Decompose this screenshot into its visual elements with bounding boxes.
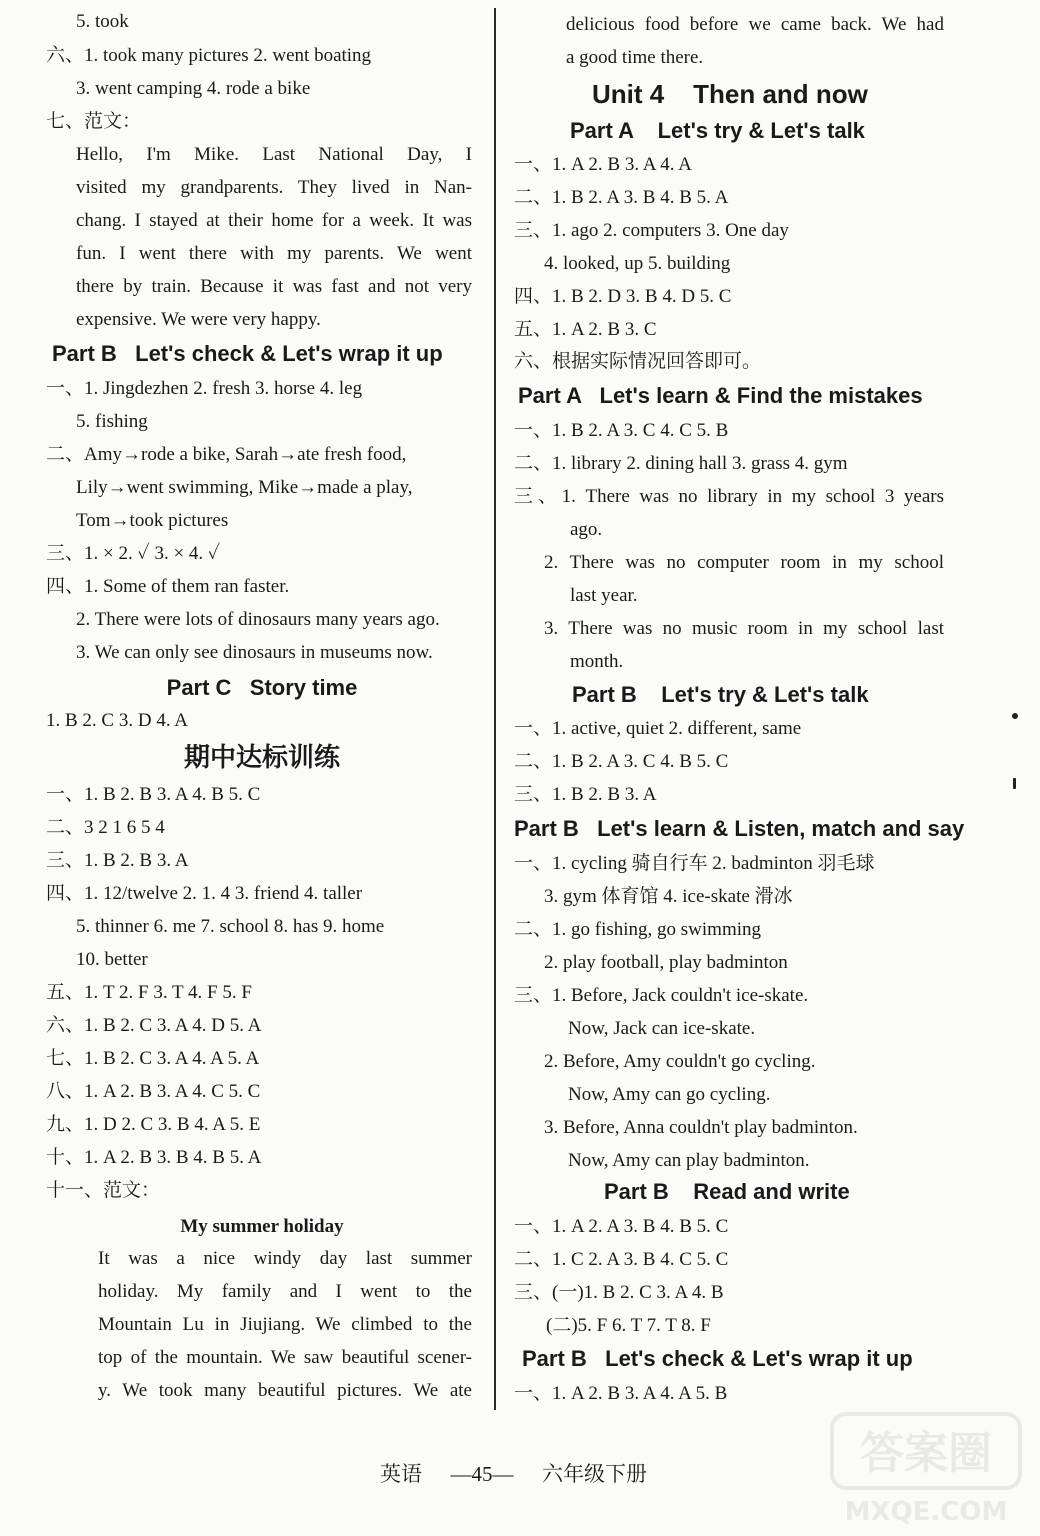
answer-line: 1. B 2. C 3. D 4. A — [46, 710, 188, 731]
answer-line: 一、1. A 2. A 3. B 4. B 5. C — [514, 1216, 729, 1237]
column-divider — [494, 8, 496, 1410]
answer-line: 2. Before, Amy couldn't go cycling. — [544, 1051, 816, 1072]
answer-line: 八、1. A 2. B 3. A 4. C 5. C — [46, 1081, 261, 1102]
essay-line: 三、1. There was no library in my school 3 years — [514, 486, 944, 507]
answer-line: 一、1. B 2. A 3. C 4. C 5. B — [514, 420, 729, 441]
section-heading: Part C Story time — [166, 675, 358, 700]
answer-line: 三、1. Before, Jack couldn't ice-skate. — [514, 985, 809, 1006]
footer-page-number: —45— — [450, 1462, 514, 1486]
answer-line: 三、(一)1. B 2. C 3. A 4. B — [514, 1282, 724, 1303]
answer-line: 4. looked, up 5. building — [544, 253, 731, 274]
answer-line: month. — [570, 651, 624, 672]
section-heading: Part B Let's try & Let's talk — [572, 682, 869, 707]
scan-speck — [1012, 713, 1018, 719]
answer-line: expensive. We were very happy. — [76, 309, 321, 330]
section-heading: Part B Let's check & Let's wrap it up — [52, 341, 443, 366]
answer-line: 七、范文： — [46, 111, 142, 132]
answer-line: 六、1. took many pictures 2. went boating — [46, 45, 372, 66]
section-heading: Part B Let's learn & Listen, match and say — [514, 816, 965, 841]
answer-line: 五、1. T 2. F 3. T 4. F 5. F — [46, 982, 252, 1003]
essay-line: delicious food before we came back. We had — [566, 14, 944, 35]
essay-title: My summer holiday — [180, 1216, 344, 1237]
answer-line: 九、1. D 2. C 3. B 4. A 5. E — [46, 1114, 261, 1135]
answer-line: Tom→took pictures — [76, 510, 229, 531]
essay-line: top of the mountain. We saw beautiful scener- — [98, 1347, 472, 1368]
footer-grade: 六年级下册 — [542, 1462, 647, 1486]
page-footer — [380, 1458, 700, 1488]
answer-line: 二、3 2 1 6 5 4 — [46, 817, 165, 838]
answer-line: 二、1. B 2. A 3. B 4. B 5. A — [514, 187, 729, 208]
answer-line: 七、1. B 2. C 3. A 4. A 5. A — [46, 1048, 260, 1069]
answer-line: 五、1. A 2. B 3. C — [514, 319, 657, 340]
answer-line: 3. went camping 4. rode a bike — [76, 78, 311, 99]
answer-line: last year. — [570, 585, 638, 606]
answer-line: 六、1. B 2. C 3. A 4. D 5. A — [46, 1015, 262, 1036]
essay-line: y. We took many beautiful pictures. We ate — [98, 1380, 472, 1401]
answer-line: 四、1. Some of them ran faster. — [46, 576, 290, 597]
answer-line: Lily→went swimming, Mike→made a play, — [76, 477, 413, 498]
essay-line: chang. I stayed at their home for a week. It was — [76, 210, 472, 231]
answer-line: 5. fishing — [76, 411, 148, 432]
answer-line: 三、1. B 2. B 3. A — [46, 850, 189, 871]
essay-line: 3. There was no music room in my school last — [544, 618, 944, 639]
section-heading: Part B Let's check & Let's wrap it up — [522, 1346, 913, 1371]
answer-line: 六、根据实际情况回答即可。 — [514, 351, 762, 372]
section-heading: Part A Let's learn & Find the mistakes — [518, 383, 923, 408]
answer-line: 二、1. C 2. A 3. B 4. C 5. C — [514, 1249, 729, 1270]
answer-line: Now, Jack can ice-skate. — [568, 1018, 756, 1039]
answer-line: 5. took — [76, 11, 129, 32]
answer-line: 二、1. B 2. A 3. C 4. B 5. C — [514, 751, 729, 772]
watermark-logo — [826, 1408, 1026, 1528]
answer-line: Now, Amy can play badminton. — [568, 1150, 810, 1171]
answer-line: 10. better — [76, 949, 148, 970]
essay-line: It was a nice windy day last summer — [98, 1248, 472, 1269]
answer-line: 5. thinner 6. me 7. school 8. has 9. home — [76, 916, 385, 937]
essay-line: Hello, I'm Mike. Last National Day, I — [76, 144, 472, 165]
answer-line: 2. play football, play badminton — [544, 952, 788, 973]
answer-line: 一、1. cycling 骑自行车 2. badminton 羽毛球 — [514, 853, 875, 874]
answer-line: (二)5. F 6. T 7. T 8. F — [546, 1315, 711, 1336]
answer-line: 三、1. ago 2. computers 3. One day — [514, 220, 789, 241]
answer-line: a good time there. — [566, 47, 704, 68]
essay-line: 2. There was no computer room in my school — [544, 552, 944, 573]
svg-text:MXQE.COM: MXQE.COM — [844, 1497, 1008, 1527]
scan-speck — [1013, 778, 1016, 789]
answer-line: 2. There were lots of dinosaurs many years ago. — [76, 609, 440, 630]
answer-line: 一、1. Jingdezhen 2. fresh 3. horse 4. leg — [46, 378, 363, 399]
unit-heading: Unit 4 Then and now — [592, 79, 868, 109]
essay-line: there by train. Because it was fast and not very — [76, 276, 472, 297]
answer-line: 二、Amy→rode a bike, Sarah→ate fresh food, — [46, 444, 407, 465]
answer-line: ago. — [570, 519, 603, 540]
answer-line: 二、1. go fishing, go swimming — [514, 919, 762, 940]
answer-line: 三、1. × 2. ✓ 3. × 4. ✓ — [46, 543, 221, 564]
answer-line: 十一、范文： — [46, 1180, 161, 1201]
answer-line: 二、1. library 2. dining hall 3. grass 4. gym — [514, 453, 848, 474]
answer-line: 3. gym 体育馆 4. ice-skate 滑冰 — [544, 886, 793, 907]
svg-text:答案圈: 答案圈 — [860, 1428, 992, 1479]
section-heading: Part B Read and write — [604, 1179, 850, 1204]
answer-line: 3. We can only see dinosaurs in museums now. — [76, 642, 433, 663]
answer-line: 十、1. A 2. B 3. B 4. B 5. A — [46, 1147, 262, 1168]
essay-line: fun. I went there with my parents. We went — [76, 243, 472, 264]
section-heading: Part A Let's try & Let's talk — [570, 118, 865, 143]
answer-line: 一、1. active, quiet 2. different, same — [514, 718, 802, 739]
essay-line: visited my grandparents. They lived in Nan- — [76, 177, 472, 198]
answer-line: 3. Before, Anna couldn't play badminton. — [544, 1117, 858, 1138]
essay-line: Mountain Lu in Jiujiang. We climbed to the — [98, 1314, 472, 1335]
answer-line: Now, Amy can go cycling. — [568, 1084, 771, 1105]
answer-line: 四、1. B 2. D 3. B 4. D 5. C — [514, 286, 732, 307]
answer-line: 一、1. A 2. B 3. A 4. A — [514, 154, 692, 175]
footer-subject: 英语 — [380, 1462, 422, 1486]
answer-line: 一、1. A 2. B 3. A 4. A 5. B — [514, 1383, 728, 1404]
answer-line: 四、1. 12/twelve 2. 1. 4 3. friend 4. taller — [46, 883, 363, 904]
chapter-heading: 期中达标训练 — [183, 743, 340, 773]
essay-line: holiday. My family and I went to the — [98, 1281, 472, 1302]
answer-line: 一、1. B 2. B 3. A 4. B 5. C — [46, 784, 261, 805]
answer-line: 三、1. B 2. B 3. A — [514, 784, 657, 805]
